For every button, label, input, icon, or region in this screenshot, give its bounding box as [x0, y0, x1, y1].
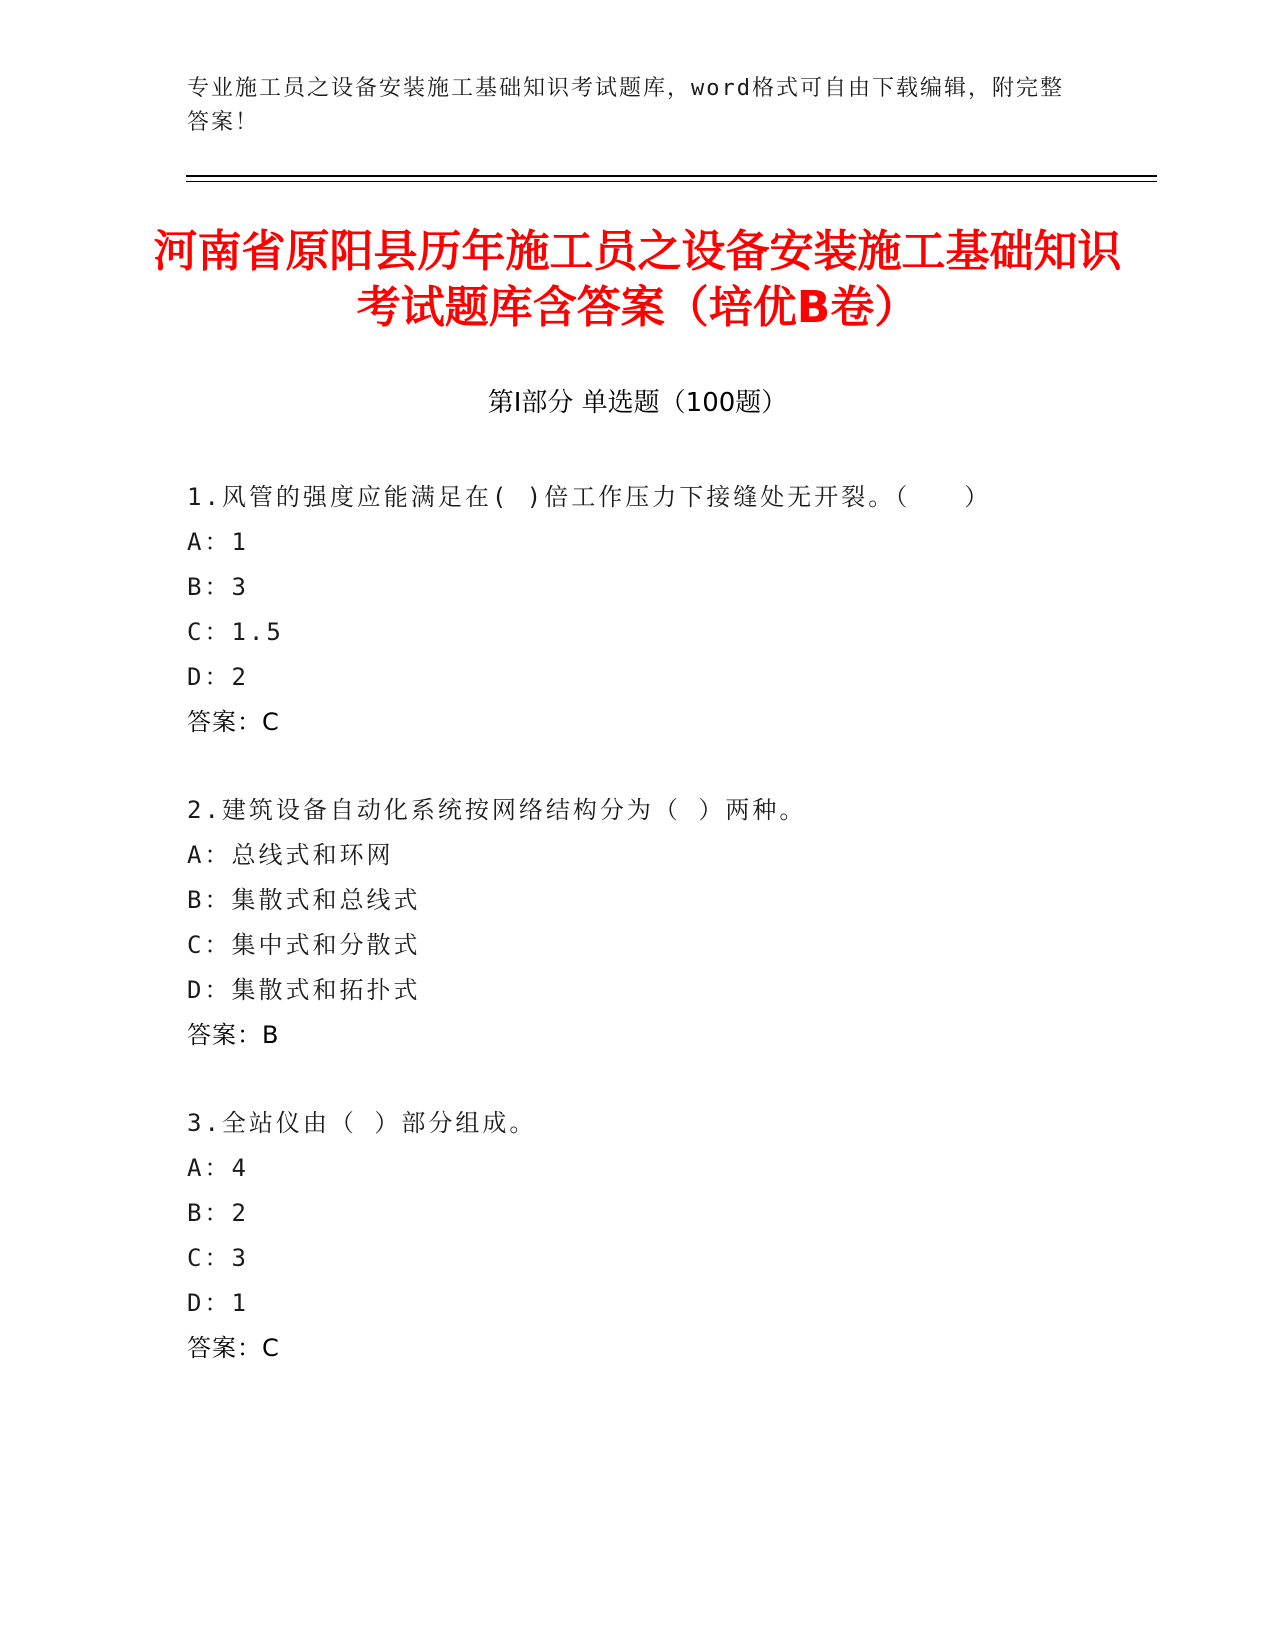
option-a: A：总线式和环网 [187, 841, 394, 869]
option-b: B：3 [187, 573, 249, 601]
question-1 [187, 475, 1127, 745]
section-title: 第I部分 单选题（100题） [487, 388, 788, 418]
answer-line: 答案：C [187, 708, 280, 736]
option-d: D：2 [187, 663, 249, 691]
header-divider-thin [186, 181, 1157, 182]
question-stem: 2.建筑设备自动化系统按网络结构分为（ ）两种。 [187, 796, 807, 824]
option-c: C：3 [187, 1244, 249, 1272]
option-a: A：1 [187, 528, 249, 556]
question-list [187, 475, 1127, 1414]
option-d: D：1 [187, 1289, 249, 1317]
option-c: C：1.5 [187, 618, 284, 646]
header-note: 专业施工员之设备安装施工基础知识考试题库，word格式可自由下载编辑，附完整答案！ [187, 76, 1064, 135]
answer-line: 答案：C [187, 1334, 280, 1362]
option-b: B：集散式和总线式 [187, 886, 421, 914]
document-title: 河南省原阳县历年施工员之设备安装施工基础知识考试题库含答案（培优B卷） [153, 226, 1122, 333]
question-3 [187, 1101, 1127, 1371]
question-stem: 1.风管的强度应能满足在( )倍工作压力下接缝处无开裂。（ ） [187, 483, 992, 511]
header-divider-thick [186, 175, 1157, 177]
option-c: C：集中式和分散式 [187, 931, 421, 959]
option-b: B：2 [187, 1199, 249, 1227]
option-a: A：4 [187, 1154, 249, 1182]
answer-line: 答案：B [187, 1021, 280, 1049]
question-stem: 3.全站仪由（ ）部分组成。 [187, 1109, 537, 1137]
question-2 [187, 788, 1127, 1058]
option-d: D：集散式和拓扑式 [187, 976, 421, 1004]
